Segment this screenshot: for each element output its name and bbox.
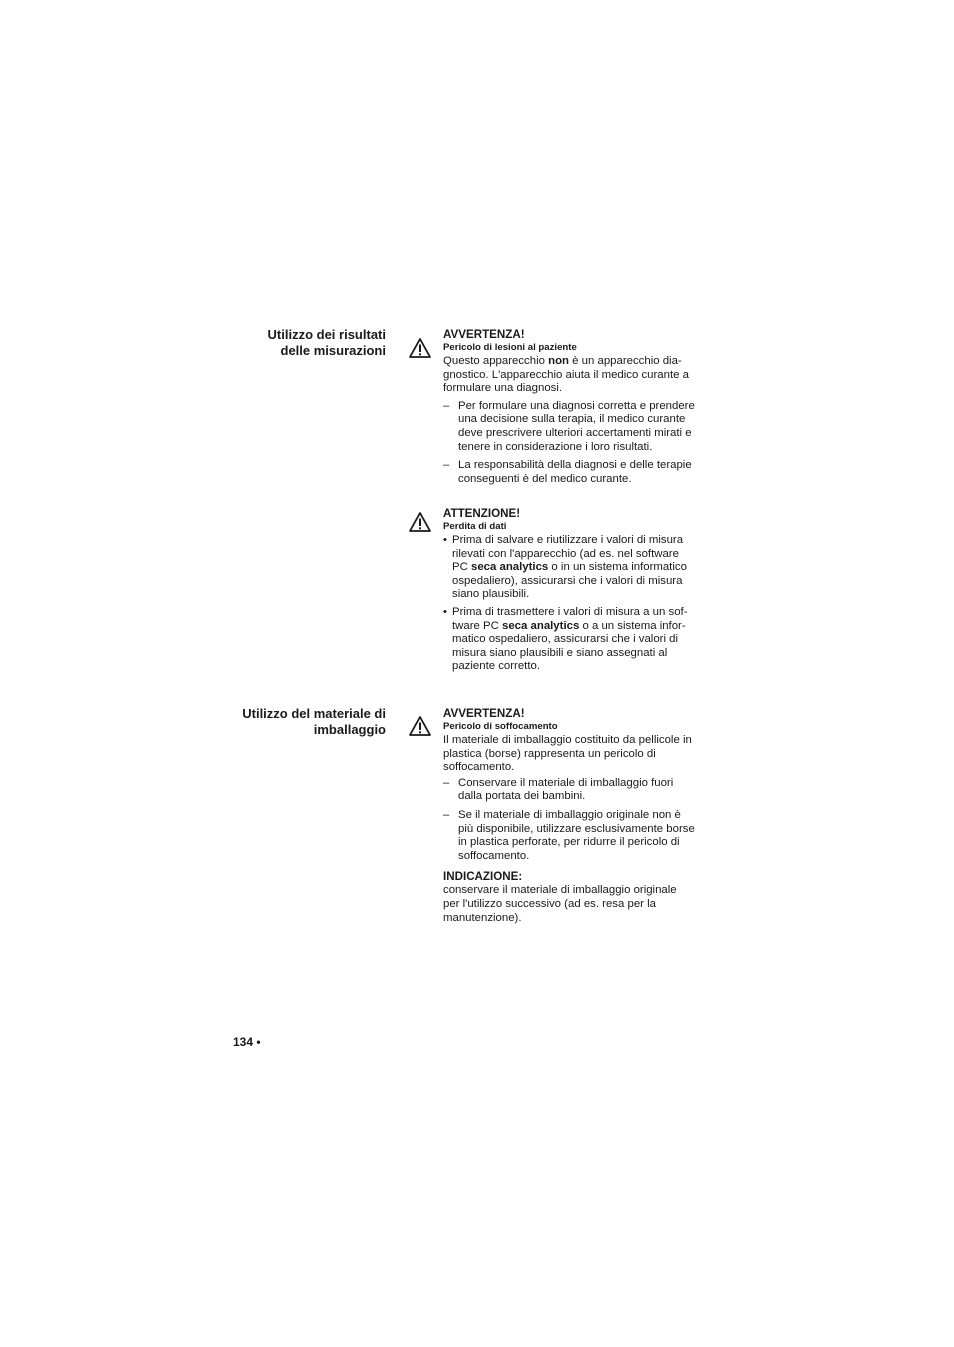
warning-triangle-icon [409,716,431,736]
list-item: – Per formulare una diagnosi corretta e prendere una decisione sulla terapia, il medico curante deve prescrivere ulteriori accertamenti mirati e tenere in considerazione i loro risultati. [443,399,695,453]
list-item: – Conservare il materiale di imballaggio fuori dalla portata dei bambini. [443,776,674,803]
warning-triangle-icon [409,512,431,532]
bullet-marker: • [443,605,447,618]
caution-block-data-loss [443,507,695,674]
warning-subtitle: Pericolo di lesioni al paziente [443,342,577,353]
warning-subtitle: Pericolo di soffocamento [443,721,558,732]
caution-title: ATTENZIONE! [443,507,521,520]
list-item: – La responsabilità della diagnosi e delle terapie conseguenti è del medico curante. [443,459,692,485]
dash-marker: – [443,808,450,821]
dash-marker: – [443,776,450,789]
list-item: • Prima di salvare e riutilizzare i valori di misura rilevati con l'apparecchio (ad es. nel software PC seca analytics o in un sistema informatico ospedaliero), assicurarsi che i valori di misura siano plausibili. [443,534,687,601]
bullet-marker: • [443,534,447,546]
dash-marker: – [443,399,450,412]
caution-subtitle: Perdita di dati [443,521,507,532]
heading-line: delle misurazioni [280,343,386,358]
section-heading-packaging [186,706,386,738]
note-text: conservare il materiale di imballaggio originale per l'utilizzo successivo (ad es. resa per la manutenzione). [443,884,677,924]
page-number: 134 • [233,1035,261,1049]
warning-intro: Il materiale di imballaggio costituito da pellicole in plastica (borse) rappresenta un pericolo di soffocamento. [443,734,692,774]
list-item: – Se il materiale di imballaggio originale non è più disponibile, utilizzare esclusivamente borse in plastica perforate, per ridurre il pericolo di soffocamento. [443,808,695,862]
heading-line: imballaggio [313,722,386,737]
dash-marker: – [443,459,450,472]
warning-title: AVVERTENZA! [443,707,525,720]
heading-line: Utilizzo del materiale di [242,706,386,721]
warning-triangle-icon [409,338,431,358]
note-title: INDICAZIONE: [443,870,523,884]
warning-block-patient [443,328,695,486]
heading-line: Utilizzo dei risultati [267,327,386,342]
warning-block-suffocation [443,707,695,925]
section-heading-results [186,327,386,359]
list-item: • Prima di trasmettere i valori di misura a un sof-tware PC seca analytics o a un sistema infor-matico ospedaliero, assicurarsi che i valori di misura siano plausibili e siano assegnati al paziente corretto. [443,605,688,673]
warning-title: AVVERTENZA! [443,328,525,341]
warning-intro: Questo apparecchio non è un apparecchio dia-gnostico. L'apparecchio aiuta il medico curante a formulare una diagnosi. [443,355,689,395]
